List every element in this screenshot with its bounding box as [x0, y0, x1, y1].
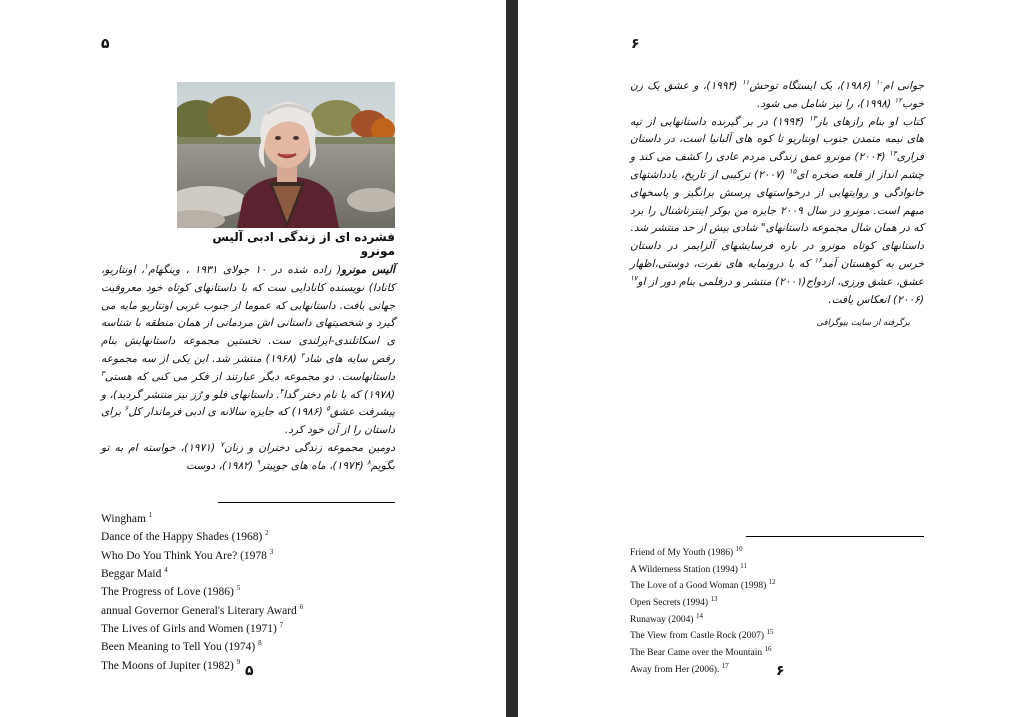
text-run: (۲۰۰۷) ترکیبی از تاریخ، یادداشتهای خانوادگی و روایتهایی از درخواستهای پرسش برانگیز و پاسخهای مبهم است. مونرو در سال ۲۰۰۹ جایزه من بوکر اینترناشنال را برد که در همان شال مجموعه داستانهای" شادی بیش از حد منتشر شد. — [630, 168, 924, 235]
author-photo — [177, 82, 395, 228]
footnote-text: The Love of a Good Woman (1998) — [630, 581, 767, 592]
footnote-number: 4 — [164, 565, 168, 574]
footnote-number: 10 — [735, 545, 743, 553]
footnote-number: 14 — [695, 611, 703, 620]
footnote-text: Runaway (2004) — [630, 614, 694, 625]
footnote-text: Wingham — [101, 512, 146, 525]
footnote-marker: ۱۳ — [809, 114, 817, 123]
text-run: داستانهای کوتاه مونرو در باره فرسایشهای آلزایمر در داستان خرس به کوهستان آمد — [630, 240, 925, 270]
footnote-item — [630, 660, 776, 677]
footnote-number: 7 — [279, 620, 284, 629]
photo-caption: فشرده ای از زندگی ادبی آلیس مونرو — [212, 230, 395, 258]
footnote-marker: ۷ — [220, 440, 224, 449]
footnote-marker: ۳ — [101, 369, 105, 378]
text-run: (۱۹۷۱)، خواسته ام به تو بگویم — [101, 441, 395, 472]
footnote-item — [101, 618, 303, 636]
footnote-marker: ۱ — [144, 262, 149, 271]
footnote-item — [630, 610, 776, 627]
footnote-text: Away from Her (2006). — [630, 664, 720, 675]
paragraph — [630, 78, 924, 114]
footnote-text: annual Governor General's Literary Award — [101, 604, 297, 617]
footnote-text: The View from Castle Rock (2007) — [630, 631, 765, 642]
footnote-item — [630, 543, 776, 560]
top-page-number: ۶ — [631, 36, 640, 52]
footnote-marker: ۱۰ — [875, 78, 884, 87]
right-body-text — [630, 78, 924, 309]
footnote-item — [630, 643, 776, 660]
footnote-text: Beggar Maid — [101, 567, 162, 580]
footnote-text: Been Meaning to Tell You (1974) — [101, 641, 256, 654]
text-run: کتاب او بنام رازهای باز — [816, 115, 924, 128]
text-run: (۱۹۷۸) که با نام دختر گدا — [283, 388, 395, 401]
footnote-number: 12 — [768, 578, 776, 587]
footnote-text: The Progress of Love (1986) — [101, 586, 234, 599]
footnote-number: 8 — [258, 639, 262, 648]
top-page-number: ۵ — [101, 36, 110, 52]
text-run: دومین مجموعه زندگی دختران و زنان — [223, 441, 395, 454]
footnote-number: 3 — [269, 547, 274, 556]
text-run: جوانی ام — [883, 80, 924, 92]
text-run: ( زاده شده در ۱۰ جولای ۱۹۳۱ ، وینگهام — [148, 264, 342, 276]
footnote-item — [630, 576, 776, 593]
footnote-marker: ۵ — [326, 404, 330, 413]
text-run: (۲۰۰۶) انعکاس یافت. — [828, 293, 924, 306]
footnote-item — [101, 526, 303, 544]
bold-text: آلیس مونرو — [341, 264, 395, 276]
footnote-number: 13 — [710, 594, 718, 603]
footnote-text: A Wilderness Station (1994) — [630, 564, 738, 575]
paragraph — [630, 114, 924, 239]
text-run: (۱۹۶۸) منتشر شد. این یکی از سه مجموعه داستانهاست. دو مجموعه دیگر عبارتند از فکر می کنی که هستی — [101, 352, 395, 383]
bottom-page-number: ۵ — [245, 663, 254, 679]
footnote-item — [101, 600, 303, 618]
text-run: (۱۹۷۴)، ماه های جوپیتر — [260, 459, 367, 472]
footnote-number: 2 — [265, 529, 269, 538]
footnote-marker: ۲ — [300, 351, 305, 360]
footnote-marker: ۱۶ — [814, 256, 822, 265]
text-run: (۱۹۸۶)، یک ایستگاه توحش — [749, 80, 876, 92]
left-body-text — [101, 262, 395, 476]
text-run: (۱۹۸۶) که جایزه سالانه ی ادبی فرماندار کل — [128, 406, 327, 419]
footnote-item — [101, 655, 303, 673]
paragraph — [630, 238, 924, 309]
text-run: (۱۹۹۴) در بر گیرنده داستانهایی از تپه های نیمه متمدن جنوب اونتاریو تا کوه های آلبانیا است، در داستان فراری — [630, 115, 924, 164]
footnote-item — [630, 560, 776, 577]
footnote-item — [630, 626, 776, 643]
footnote-marker: ۸ — [366, 458, 371, 467]
footnote-number: 17 — [721, 661, 729, 670]
footnote-marker: ۹ — [256, 458, 261, 467]
footnote-marker: ۴ — [279, 387, 284, 396]
footnote-number: 11 — [740, 561, 748, 570]
footnote-number: 15 — [766, 628, 774, 637]
footnote-marker: ۱۱ — [741, 78, 750, 87]
footnote-number: 16 — [764, 644, 772, 653]
bottom-page-number: ۶ — [776, 663, 785, 679]
text-run: که با درونمایه های نفرت، دوستی،اظهار عشق، عشق ورزی، ازدواج(۲۰۰۱) منتشر و درفلمی بنام دور از او — [630, 257, 925, 288]
footnote-item — [101, 581, 303, 599]
footnote-text: Friend of My Youth (1986) — [630, 548, 734, 559]
text-run: برای داستان را از آن خود کرد. — [101, 406, 395, 437]
footnote-marker: ۱۵ — [788, 167, 797, 176]
text-run: (۱۹۹۴)، و عشق یک زن خوب — [630, 80, 924, 110]
paragraph — [101, 440, 395, 476]
text-run: ، اونتاریو، کانادا) نویسنده کانادایی ست که با داستانهای کوتاه خود معروفیت جهانی یافت. داستانهایی که عموما از جنوب غربی اونتاریو مایه می گیرد و شخصیتهای داستانی اش مردمانی از همان منطقه با شناسه ی اسکاتلندی-ایرلندی ست. نخستین مجموعه داستانهایش بنام رقص سایه های شاد — [101, 264, 395, 365]
footnote-separator — [746, 536, 924, 537]
footnote-marker: ۱۲ — [894, 96, 902, 105]
text-run: (۱۹۹۸)، را نیز شامل می شود. — [757, 97, 895, 110]
footnote-number: 1 — [148, 511, 153, 519]
footnote-text: Dance of the Happy Shades (1968) — [101, 531, 263, 544]
right-page — [518, 0, 1024, 717]
footnote-item — [101, 508, 303, 526]
paragraph — [101, 262, 395, 440]
book-spine — [506, 0, 518, 717]
text-run: . داستانهای فلو و رُز نیز منتشر گردید)، و پیشرفت عشق — [101, 388, 395, 419]
text-run: (۱۹۸۲)، دوست — [186, 459, 257, 472]
source-note: برگرفته از سایت بیوگرافی — [816, 318, 910, 328]
footnote-list — [101, 508, 303, 673]
footnote-item — [101, 563, 303, 581]
left-page — [0, 0, 506, 717]
footnote-marker: ۱۴ — [889, 149, 897, 158]
footnote-item — [101, 636, 303, 654]
footnote-text: Open Secrets (1994) — [630, 598, 709, 609]
footnote-list — [630, 543, 776, 676]
footnote-separator — [218, 502, 395, 503]
footnote-number: 9 — [236, 657, 241, 666]
footnote-text: The Bear Came over the Mountain — [630, 648, 763, 659]
footnote-text: The Lives of Girls and Women (1971) — [101, 622, 277, 635]
footnote-text: Who Do You Think You Are? (1978 — [101, 549, 267, 562]
footnote-marker: ۱۷ — [630, 274, 638, 283]
text-run: (۲۰۰۴) مونرو عمق زندگی مردم عادی را کشف می کند و چشم انداز از قلعه صخره ای — [630, 151, 924, 181]
footnote-number: 5 — [236, 584, 241, 593]
footnote-item — [101, 545, 303, 563]
footnote-marker: ۶ — [124, 404, 129, 413]
footnote-item — [630, 593, 776, 610]
footnote-text: The Moons of Jupiter (1982) — [101, 659, 234, 672]
footnote-number: 6 — [299, 602, 304, 611]
